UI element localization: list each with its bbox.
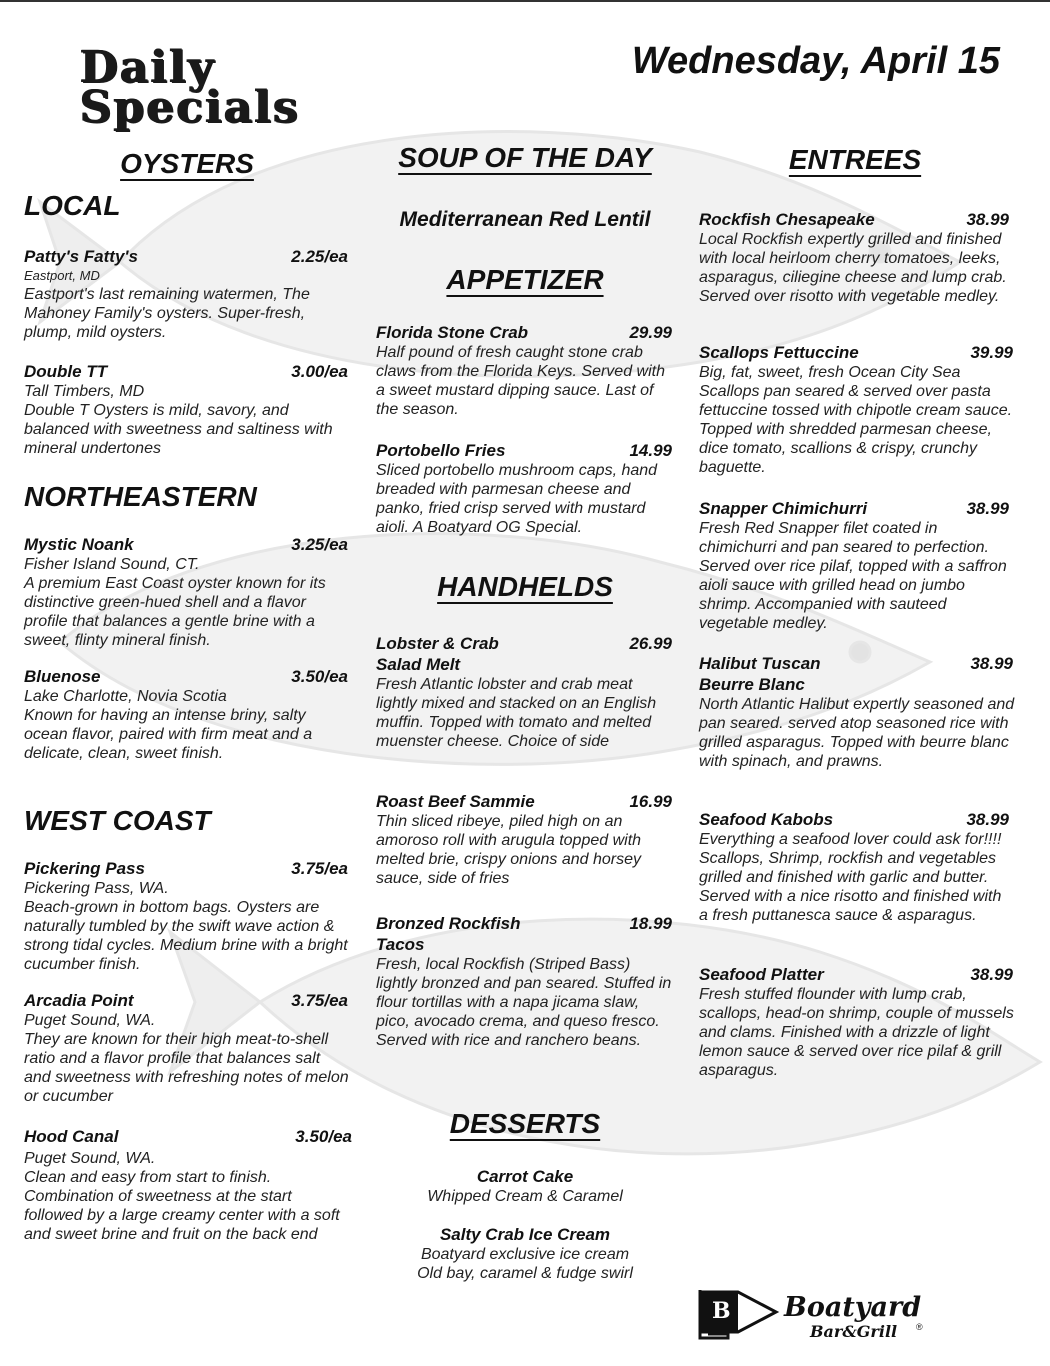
item-name: Mystic Noank <box>24 535 134 554</box>
item-name: Salty Crab Ice Cream <box>439 1225 611 1244</box>
item-price: 3.50/ea <box>291 667 348 686</box>
item-description: Whipped Cream & Caramel <box>427 1188 623 1205</box>
registered-mark: ® <box>916 1322 923 1332</box>
item-description: Beach-grown in bottom bags. Oysters are naturally tumbled by the swift wave action & strong tidal cycles. Medium brine with a bright cucumber finish. <box>24 899 348 973</box>
item-price: 38.99 <box>970 965 1013 984</box>
entree-item <box>699 498 1011 633</box>
appetizer-item <box>376 440 674 537</box>
oysters-heading: OYSTERS <box>120 148 254 179</box>
item-description: Eastport's last remaining watermen, The Mahoney Family's oysters. Super-fresh, plump, mild oysters. <box>24 286 310 341</box>
handhelds-heading: HANDHELDS <box>437 571 613 602</box>
item-name: Arcadia Point <box>24 991 134 1010</box>
soup-name: Mediterranean Red Lentil <box>399 208 651 231</box>
logo-letter: B <box>712 1298 731 1324</box>
appetizer-item <box>376 322 674 419</box>
item-price: 38.99 <box>966 210 1009 229</box>
item-location: Tall Timbers, MD <box>24 383 145 400</box>
item-description: Local Rockfish expertly grilled and finished with local heirloom cherry tomatoes, leeks, asparagus, ciliegine cheese and lump crab. Served over risotto with vegetable medley. <box>699 231 1007 305</box>
oyster-item <box>24 666 350 763</box>
oyster-item <box>24 858 350 974</box>
item-name: Pickering Pass <box>24 859 145 878</box>
item-name: Rockfish Chesapeake <box>699 210 875 229</box>
soup-heading: SOUP OF THE DAY <box>398 142 652 173</box>
item-price: 38.99 <box>966 499 1009 518</box>
entree-item <box>699 964 1015 1080</box>
item-price: 39.99 <box>970 343 1013 362</box>
dessert-item <box>376 1224 674 1283</box>
appetizer-heading: APPETIZER <box>446 264 604 295</box>
entrees-heading: ENTREES <box>788 144 922 175</box>
item-description: Thin sliced ribeye, piled high on an amoroso roll with arugula topped with melted brie, crispy onions and horsey sauce, side of fries <box>376 813 642 887</box>
item-description: Everything a seafood lover could ask for!!!! Scallops, Shrimp, rockfish and vegetables grilled and finished with garlic and butter. Served with a nice risotto and finished with a fresh puttanesca sauce & asparagus. <box>699 831 1002 924</box>
entree-item <box>699 809 1011 925</box>
region-northeastern: NORTHEASTERN <box>24 481 257 512</box>
item-price: 38.99 <box>966 810 1009 829</box>
item-description: Fresh Red Snapper filet coated in chimichurri and pan seared to perfection. Served over rice pilaf, topped with a saffron aioli sauce with grilled head on jumbo shrimp. Accompanied with sauteed vegetable medley. <box>699 520 1007 632</box>
item-description: A premium East Coast oyster known for its distinctive green-hued shell and a flavor profile that balances a gentle brine with a sweet, flinty mineral finish. <box>24 575 326 649</box>
item-name: Scallops Fettuccine <box>699 343 859 362</box>
item-description: Known for having an intense briny, salty ocean flavor, paired with firm meat and a delicate, clean, sweet finish. <box>24 707 313 762</box>
item-name: Florida Stone Crab <box>376 323 529 342</box>
title-line-1: Daily <box>80 42 216 93</box>
item-description: Fresh stuffed flounder with lump crab, scallops, head-on shrimp, couple of mussels and clams. Finished with a drizzle of light lemon sauce & served over rice pilaf & grill asparagus. <box>699 986 1014 1079</box>
dessert-item <box>376 1166 674 1206</box>
item-description: Half pound of fresh caught stone crab claws from the Florida Keys. Served with a sweet mustard dipping sauce. Last of the season. <box>376 344 665 418</box>
region-local: LOCAL <box>24 190 121 221</box>
oyster-item <box>24 246 350 342</box>
item-description: They are known for their high meat-to-shell ratio and a flavor profile that balances salt and sweetness with refreshing notes of melon or cucumber <box>24 1031 349 1105</box>
item-price: 18.99 <box>629 914 672 933</box>
item-price: 38.99 <box>970 654 1013 673</box>
item-name: Bluenose <box>24 667 101 686</box>
item-price: 3.50/ea <box>295 1127 352 1146</box>
item-location: Fisher Island Sound, CT. <box>24 556 200 573</box>
handheld-item <box>376 913 674 1050</box>
boatyard-logo <box>698 1288 958 1344</box>
item-name: Snapper Chimichurri <box>699 499 868 518</box>
item-price: 2.25/ea <box>291 247 348 266</box>
oyster-item <box>24 990 350 1106</box>
item-price: 3.25/ea <box>291 535 348 554</box>
handheld-item <box>376 791 674 888</box>
item-location: Eastport, MD <box>24 268 100 283</box>
handheld-item <box>376 633 674 751</box>
item-price: 29.99 <box>629 323 672 342</box>
item-description: Double T Oysters is mild, savory, and balanced with sweetness and saltiness with mineral undertones <box>24 402 333 457</box>
item-location: Puget Sound, WA. <box>24 1012 156 1029</box>
item-name: Double TT <box>24 362 108 381</box>
menu-date: Wednesday, April 15 <box>631 40 1000 82</box>
item-description: Clean and easy from start to finish. Combination of sweetness at the start followed by a large creamy center with a soft and sweet brine and fruit on the back end <box>24 1169 340 1243</box>
item-description-line2: Old bay, caramel & fudge swirl <box>417 1265 633 1282</box>
entree-item <box>699 653 1015 771</box>
item-name: Portobello Fries <box>376 441 506 460</box>
item-price: 26.99 <box>629 634 672 653</box>
item-description: North Atlantic Halibut expertly seasoned and pan seared. served atop seasoned rice with grilled asparagus. Topped with beurre blanc with spinach, and prawns. <box>699 696 1015 770</box>
logo-name: Boatyard <box>784 1292 922 1323</box>
item-name: Seafood Platter <box>699 965 824 984</box>
item-name: Hood Canal <box>24 1127 119 1146</box>
item-name-line2: Salad Melt <box>376 655 461 674</box>
item-name: Halibut Tuscan <box>699 654 821 673</box>
item-name: Lobster & Crab <box>376 634 499 653</box>
item-price: 3.75/ea <box>291 991 348 1010</box>
title-line-2: Specials <box>80 82 301 133</box>
item-description: Boatyard exclusive ice cream <box>420 1246 630 1263</box>
item-location: Puget Sound, WA. <box>24 1150 156 1167</box>
item-name: Seafood Kabobs <box>699 810 834 829</box>
item-location: Lake Charlotte, Novia Scotia <box>24 688 227 705</box>
item-name-line2: Beurre Blanc <box>699 675 805 694</box>
entree-item <box>699 342 1015 477</box>
region-west-coast: WEST COAST <box>24 805 211 836</box>
item-name: Patty's Fatty's <box>24 247 138 266</box>
entree-item <box>699 209 1011 306</box>
logo-subtitle: Bar&Grill <box>810 1322 898 1341</box>
item-description: Fresh Atlantic lobster and crab meat lightly mixed and stacked on an English muffin. Topped with tomato and melted muenster cheese. Choice of side <box>376 676 657 750</box>
item-description: Fresh, local Rockfish (Striped Bass) lightly bronzed and pan seared. Stuffed in flour tortillas with a napa jicama slaw, pico, avocado crema, and queso fresco. Served with rice and ranchero beans. <box>376 956 672 1049</box>
oyster-item <box>24 361 350 458</box>
oyster-item <box>24 1126 354 1244</box>
item-name: Carrot Cake <box>476 1167 574 1186</box>
item-description: Sliced portobello mushroom caps, hand breaded with parmesan cheese and panko, fried crisp served with mustard aioli. A Boatyard OG Special. <box>376 462 658 536</box>
item-name: Bronzed Rockfish <box>376 914 521 933</box>
item-price: 3.00/ea <box>291 362 348 381</box>
oyster-item <box>24 534 350 650</box>
item-price: 16.99 <box>629 792 672 811</box>
item-price: 3.75/ea <box>291 859 348 878</box>
item-name-line2: Tacos <box>376 935 425 954</box>
desserts-heading: DESSERTS <box>449 1108 601 1139</box>
item-description: Big, fat, sweet, fresh Ocean City Sea Scallops pan seared & served over pasta fettuccine tossed with chipotle cream sauce. Topped with shredded parmesan cheese, dice tomato, scallions & crispy, crunchy baguette. <box>699 364 1013 476</box>
item-name: Roast Beef Sammie <box>376 792 535 811</box>
item-location: Pickering Pass, WA. <box>24 880 169 897</box>
item-price: 14.99 <box>629 441 672 460</box>
